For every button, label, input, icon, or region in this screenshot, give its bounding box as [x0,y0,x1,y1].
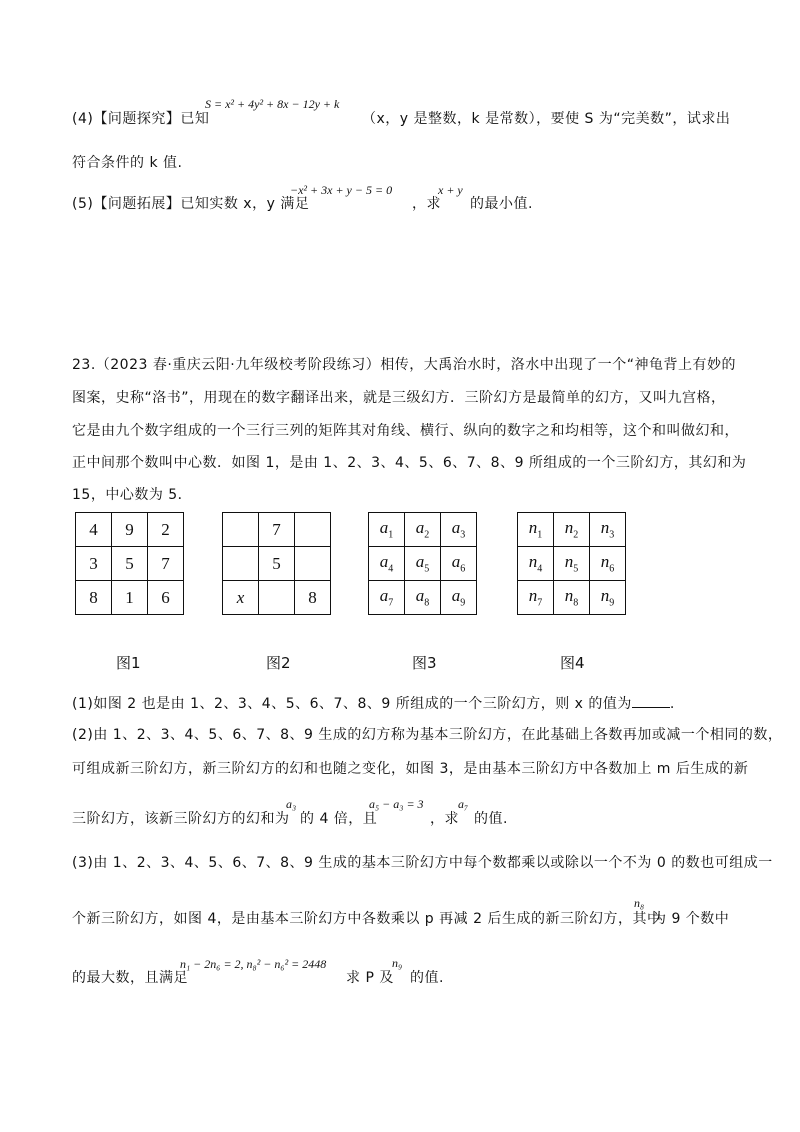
cell-subscript: 4 [388,563,394,575]
cell-variable: n [528,518,538,538]
figure4-caption: 图4 [560,654,585,672]
figure1-magic-square [75,512,184,615]
q23-sub3-line1: (3)由 1、2、3、4、5、6、7、8、9 生成的基本三阶幻方中每个数都乘以或除以一个不为 0 的数也可组成一 [72,855,773,871]
cell-variable: a [451,586,461,606]
answer-blank[interactable] [632,707,670,708]
cell-subscript: 3 [609,529,615,541]
q22-part5-formula: −x² + 3x + y − 5 = 0 [290,183,393,197]
q22-part4-formula: S = x² + 4y² + 8x − 12y + k [205,97,340,111]
grid-cell: 5 [259,547,295,581]
grid-cell [441,581,477,615]
q22-part5-expr: x + y [438,183,463,197]
grid-cell [554,547,590,581]
q22-part5-mid: ，求 [412,196,441,212]
q23-sub2-line2: 可组成新三阶幻方，新三阶幻方的幻和也随之变化，如图 3，是由基本三阶幻方中各数加上 m 后生成的新 [72,761,749,777]
grid-row [76,513,184,547]
q23-sub2-line3b: 的 4 倍，且 [300,811,378,827]
grid-cell: 4 [76,513,112,547]
cell-variable: a [415,518,425,538]
q23-sub1-end: . [669,696,675,712]
cell-variable: a [379,518,389,538]
cell-variable: a [379,586,389,606]
cell-subscript: 7 [388,597,394,609]
grid-cell [590,547,626,581]
q22-part5-number: (5) [72,196,94,212]
cell-variable: n [600,586,610,606]
q23-text-line1: 相传，大禹治水时，洛水中出现了一个“神龟背上有妙的 [380,357,737,373]
grid-cell [295,513,331,547]
q22-part5-line [72,193,309,213]
grid-cell [369,513,405,547]
cell-subscript: 9 [609,597,615,609]
grid-cell: x [223,581,259,615]
grid-cell [441,547,477,581]
grid-cell: 8 [76,581,112,615]
q22-part5-end: 的最小值. [470,196,533,212]
grid-cell [223,547,259,581]
grid-row [223,547,331,581]
grid-cell: 2 [148,513,184,547]
q22-part4-lead: 已知 [180,111,210,127]
q22-part4-condition: （x，y 是整数，k 是常数），要使 S 为“完美数”，试求出 [362,111,731,127]
q22-part4-line2: 符合条件的 k 值. [72,155,183,171]
grid-cell [590,513,626,547]
q23-sub3-line2a: 个新三阶幻方，如图 4，是由基本三阶幻方中各数乘以 p 再减 2 后生成的新三阶幻方，其中 [72,911,662,927]
figure1-caption: 图1 [116,654,141,672]
grid-row [223,581,331,615]
cell-variable: n [528,552,538,572]
cell-subscript: 5 [573,563,579,575]
grid-cell [369,547,405,581]
cell-variable: n [600,518,610,538]
cell-variable: a [415,586,425,606]
grid-cell [405,547,441,581]
cell-subscript: 2 [424,529,430,541]
grid-row [369,513,477,547]
q23-number: 23. [72,357,96,373]
q22-part5-lead: 已知实数 x，y 满足 [180,196,310,212]
q23-sub2-line3d: 的值. [474,811,508,827]
grid-cell: 1 [112,581,148,615]
grid-cell [259,581,295,615]
grid-cell [590,581,626,615]
cell-subscript: 2 [573,529,579,541]
grid-row [518,581,626,615]
grid-cell: 6 [148,581,184,615]
q23-sub3-line3c: 的值. [410,970,444,986]
cell-variable: n [528,586,538,606]
grid-row [518,547,626,581]
figure4-magic-square [517,512,626,615]
cell-subscript: 7 [537,597,543,609]
figure3-caption: 图3 [412,654,437,672]
q23-sub3-line2b: 为 9 个数中 [652,911,730,927]
cell-subscript: 9 [460,597,466,609]
grid-cell [441,513,477,547]
grid-cell [369,581,405,615]
figure2-caption: 图2 [266,654,291,672]
grid-cell [554,513,590,547]
q23-source: （2023 春·重庆云阳·九年级校考阶段练习） [95,357,381,373]
cell-subscript: 1 [537,529,543,541]
grid-row [223,513,331,547]
q23-intro-line4: 正中间那个数叫中心数．如图 1，是由 1、2、3、4、5、6、7、8、9 所组成的一个三阶幻方，其幻和为 [72,455,747,471]
grid-cell: 8 [295,581,331,615]
q23-sub1-text: (1)如图 2 也是由 1、2、3、4、5、6、7、8、9 所组成的一个三阶幻方，则 x 的值为 [72,696,632,712]
q22-part4-number: (4) [72,111,94,127]
cell-variable: a [415,552,425,572]
grid-cell [295,547,331,581]
cell-subscript: 6 [460,563,466,575]
q23-sub2-a3: a₃ [286,797,297,811]
q23-sub2-line1: (2)由 1、2、3、4、5、6、7、8、9 生成的幻方称为基本三阶幻方，在此基础上各数再加或减一个相同的数， [72,727,783,743]
q23-sub1 [72,693,675,713]
grid-row [369,547,477,581]
cell-subscript: 6 [609,563,615,575]
grid-cell [223,513,259,547]
cell-variable: n [564,586,574,606]
q23-intro-line3: 它是由九个数字组成的一个三行三列的矩阵其对角线、横行、纵向的数字之和均相等，这个和叫做幻和， [72,423,739,439]
cell-subscript: 4 [537,563,543,575]
q23-sub2-a7: a₇ [458,797,469,811]
q23-intro-line1 [72,354,736,374]
grid-cell: 3 [76,547,112,581]
q23-intro-line2: 图案，史称“洛书”，用现在的数字翻译出来，就是三级幻方．三阶幻方是最简单的幻方，又叫九宫格， [72,390,726,406]
grid-cell: 5 [112,547,148,581]
q23-sub2-line3a: 三阶幻方，该新三阶幻方的幻和为 [72,811,290,827]
grid-cell [554,581,590,615]
cell-subscript: 8 [424,597,430,609]
cell-variable: a [451,518,461,538]
q23-sub3-line3b: 求 P 及 [346,970,394,986]
grid-cell: 7 [148,547,184,581]
grid-cell: 7 [259,513,295,547]
q23-sub3-equation: n₁ − 2n₆ = 2, n₈² − n₆² = 2448 [180,957,327,971]
q23-intro-line5: 15，中心数为 5． [72,487,193,503]
q23-sub2-line3c: ，求 [430,811,459,827]
grid-cell [518,581,554,615]
grid-cell [518,513,554,547]
q23-sub3-n8: n₈ [634,896,645,910]
cell-subscript: 5 [424,563,430,575]
figure3-magic-square [368,512,477,615]
cell-subscript: 1 [388,529,394,541]
q23-sub3-line3a: 的最大数，且满足 [72,970,188,986]
q22-part5-tag: 【问题拓展】 [93,196,181,212]
grid-row [76,581,184,615]
cell-variable: n [564,518,574,538]
q23-sub2-equation: a₅ − a₃ = 3 [369,797,424,811]
grid-cell [405,581,441,615]
cell-subscript: 8 [573,597,579,609]
cell-variable: n [564,552,574,572]
q22-part4-tag: 【问题探究】 [93,111,181,127]
q23-sub3-n9: n₉ [392,956,403,970]
grid-cell [518,547,554,581]
cell-subscript: 3 [460,529,466,541]
figure2-magic-square [222,512,331,615]
grid-cell: 9 [112,513,148,547]
grid-row [76,547,184,581]
grid-cell [405,513,441,547]
grid-row [369,581,477,615]
cell-variable: a [451,552,461,572]
grid-row [518,513,626,547]
cell-variable: a [379,552,389,572]
q22-part4-line1 [72,108,209,128]
cell-variable: n [600,552,610,572]
